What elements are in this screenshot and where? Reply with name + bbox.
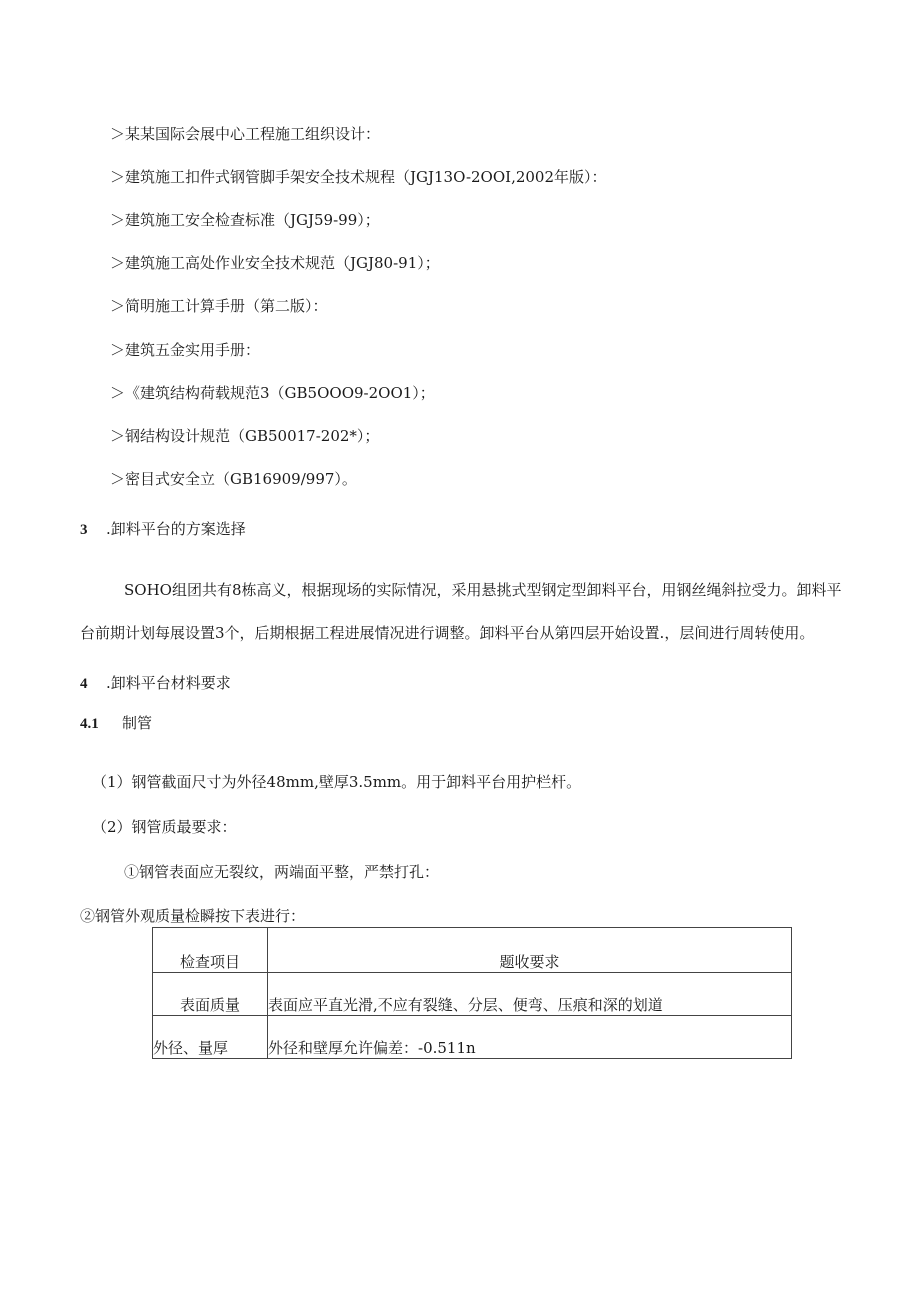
section-3-paragraph-line-2: 台前期计划每展设置3个，后期根据工程进展情况进行调整。卸料平台从第四层开始设置.，层间进行周转使用。 — [80, 624, 815, 642]
table-row — [153, 1016, 792, 1059]
section-3-heading — [80, 519, 246, 540]
reference-item: ＞简明施工计算手册（第二版）： — [110, 297, 328, 315]
section-number: 4 — [80, 676, 88, 692]
section-4-heading — [80, 673, 231, 694]
table-header-cell: 题收要求 — [268, 928, 792, 973]
table-header-row — [153, 928, 792, 973]
table-cell: 表面应平直光滑,不应有裂缝、分层、便弯、压痕和深的划道 — [268, 973, 792, 1016]
reference-item: ＞密目式安全立（GB16909/997）。 — [110, 470, 357, 488]
table-header-cell: 检查项目 — [153, 928, 268, 973]
section-number: 4.1 — [80, 716, 99, 732]
section-3-paragraph-line-1: SOHO组团共有8栋高义，根据现场的实际情况，采用悬挑式型钢定型卸料平台，用钢丝绳斜拉受力。卸料平 — [124, 581, 842, 599]
section-number: 3 — [80, 522, 88, 538]
reference-item: ＞建筑施工扣件式钢管脚手架安全技术规程（JGJ13O-2OOI,2002年版）： — [110, 168, 607, 186]
reference-item: ＞建筑施工高处作业安全技术规范（JGJ80-91）； — [110, 254, 440, 272]
item-2: （2）钢管质最要求： — [92, 818, 237, 836]
table-cell: 表面质量 — [153, 973, 268, 1016]
sub-item-1: ①钢管表面应无裂纹，两端面平整，严禁打孔： — [124, 863, 440, 881]
table-row — [153, 973, 792, 1016]
inspection-table — [152, 927, 792, 1059]
reference-item: ＞《建筑结构荷载规范3（GB5OOO9-2OO1）； — [110, 384, 435, 402]
reference-item: ＞建筑施工安全检查标准（JGJ59-99）； — [110, 211, 380, 229]
table-cell: 外径、量厚 — [153, 1016, 268, 1059]
table-cell: 外径和壁厚允许偏差：-0.511n — [268, 1016, 792, 1059]
section-title: .卸料平台材料要求 — [106, 674, 231, 692]
sub-item-2: ②钢管外观质量检瞬按下表进行： — [80, 907, 306, 925]
section-4-1-heading — [80, 713, 152, 734]
reference-item: ＞某某国际会展中心工程施工组织设计： — [110, 125, 381, 143]
item-1: （1）钢管截面尺寸为外径48mm,壁厚3.5mm。用于卸料平台用护栏杆。 — [92, 773, 582, 791]
section-title: 制管 — [122, 714, 153, 732]
section-title: .卸料平台的方案选择 — [106, 520, 246, 538]
reference-item: ＞建筑五金实用手册： — [110, 341, 261, 359]
reference-item: ＞钢结构设计规范（GB50017-202*）； — [110, 427, 380, 445]
